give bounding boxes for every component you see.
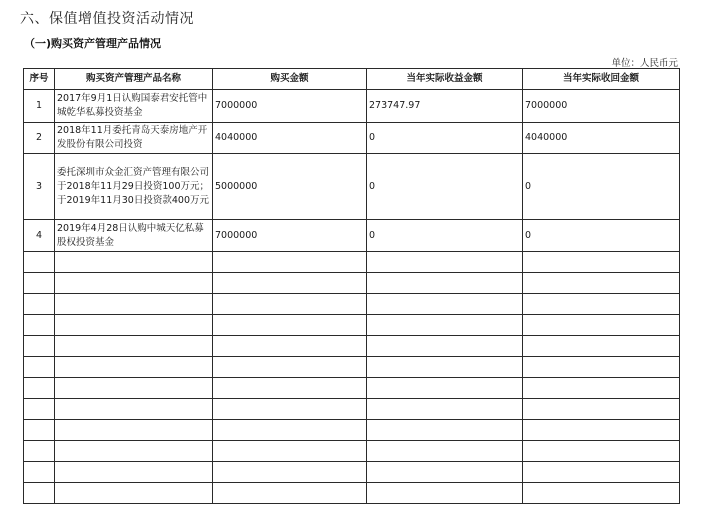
purchase-amount-cell: 5000000 [213, 154, 367, 220]
product-name-cell: 委托深圳市众金汇资产管理有限公司于2018年11月29日投资100万元；于2019年11月30日投资款400万元 [55, 154, 213, 220]
empty-cell [24, 252, 55, 273]
empty-cell [367, 357, 523, 378]
empty-cell [213, 399, 367, 420]
table-row [24, 220, 680, 252]
empty-cell [523, 378, 680, 399]
empty-cell [55, 273, 213, 294]
sub-title: （一)购买资产管理产品情况 [24, 37, 162, 50]
table-row [24, 123, 680, 154]
empty-table-row [24, 462, 680, 483]
actual-recovered-cell: 7000000 [523, 90, 680, 123]
empty-table-row [24, 357, 680, 378]
empty-table-row [24, 420, 680, 441]
actual-recovered-cell: 4040000 [523, 123, 680, 154]
empty-cell [523, 273, 680, 294]
empty-cell [213, 357, 367, 378]
empty-cell [213, 294, 367, 315]
empty-table-row [24, 315, 680, 336]
empty-table-row [24, 273, 680, 294]
empty-cell [523, 483, 680, 504]
serial-number-cell: 4 [24, 220, 55, 252]
empty-cell [367, 378, 523, 399]
serial-number-cell: 3 [24, 154, 55, 220]
purchase-amount-cell: 7000000 [213, 90, 367, 123]
empty-cell [24, 315, 55, 336]
empty-cell [367, 273, 523, 294]
empty-cell [213, 315, 367, 336]
empty-cell [55, 378, 213, 399]
empty-cell [55, 462, 213, 483]
empty-cell [367, 252, 523, 273]
empty-table-row [24, 378, 680, 399]
header-product-name: 购买资产管理产品名称 [55, 69, 213, 90]
section-title: 六、保值增值投资活动情况 [20, 11, 194, 27]
empty-table-row [24, 441, 680, 462]
empty-cell [213, 273, 367, 294]
empty-cell [523, 294, 680, 315]
empty-cell [367, 336, 523, 357]
table-row [24, 90, 680, 123]
empty-cell [24, 357, 55, 378]
empty-table-row [24, 483, 680, 504]
empty-cell [523, 336, 680, 357]
empty-cell [24, 462, 55, 483]
purchase-amount-cell: 7000000 [213, 220, 367, 252]
actual-recovered-cell: 0 [523, 220, 680, 252]
header-serial-number: 序号 [24, 69, 55, 90]
empty-cell [213, 420, 367, 441]
empty-cell [24, 399, 55, 420]
header-purchase-amount: 购买金额 [213, 69, 367, 90]
purchase-amount-cell: 4040000 [213, 123, 367, 154]
empty-table-row [24, 399, 680, 420]
serial-number-cell: 1 [24, 90, 55, 123]
empty-cell [367, 420, 523, 441]
actual-income-cell: 0 [367, 123, 523, 154]
empty-cell [367, 441, 523, 462]
empty-cell [24, 294, 55, 315]
actual-income-cell: 0 [367, 220, 523, 252]
empty-cell [55, 441, 213, 462]
empty-cell [367, 294, 523, 315]
table-row [24, 154, 680, 220]
empty-cell [213, 336, 367, 357]
header-actual-income: 当年实际收益金额 [367, 69, 523, 90]
empty-cell [523, 315, 680, 336]
empty-cell [24, 273, 55, 294]
empty-cell [55, 336, 213, 357]
empty-cell [55, 483, 213, 504]
empty-cell [367, 483, 523, 504]
product-name-cell: 2017年9月1日认购国泰君安托管中城乾华私募投资基金 [55, 90, 213, 123]
empty-cell [523, 399, 680, 420]
empty-cell [55, 294, 213, 315]
empty-cell [55, 252, 213, 273]
empty-cell [55, 420, 213, 441]
product-name-cell: 2019年4月28日认购中城天亿私募股权投资基金 [55, 220, 213, 252]
empty-cell [367, 315, 523, 336]
empty-cell [213, 462, 367, 483]
empty-cell [523, 441, 680, 462]
actual-recovered-cell: 0 [523, 154, 680, 220]
empty-cell [55, 399, 213, 420]
header-actual-recovered: 当年实际收回金额 [523, 69, 680, 90]
empty-cell [24, 483, 55, 504]
product-name-cell: 2018年11月委托青岛天泰房地产开发股份有限公司投资 [55, 123, 213, 154]
empty-cell [367, 399, 523, 420]
empty-cell [24, 336, 55, 357]
empty-cell [213, 378, 367, 399]
empty-cell [213, 252, 367, 273]
empty-cell [523, 462, 680, 483]
empty-cell [55, 357, 213, 378]
empty-cell [24, 441, 55, 462]
empty-cell [367, 462, 523, 483]
currency-unit-note: 单位：人民币元 [611, 58, 678, 69]
empty-table-row [24, 252, 680, 273]
empty-cell [213, 441, 367, 462]
empty-cell [523, 252, 680, 273]
actual-income-cell: 0 [367, 154, 523, 220]
empty-table-row [24, 294, 680, 315]
empty-cell [55, 315, 213, 336]
asset-management-products-table [23, 68, 680, 504]
empty-cell [523, 420, 680, 441]
empty-cell [24, 420, 55, 441]
empty-cell [24, 378, 55, 399]
table-header-row [24, 69, 680, 90]
serial-number-cell: 2 [24, 123, 55, 154]
empty-table-row [24, 336, 680, 357]
empty-cell [523, 357, 680, 378]
empty-cell [213, 483, 367, 504]
actual-income-cell: 273747.97 [367, 90, 523, 123]
